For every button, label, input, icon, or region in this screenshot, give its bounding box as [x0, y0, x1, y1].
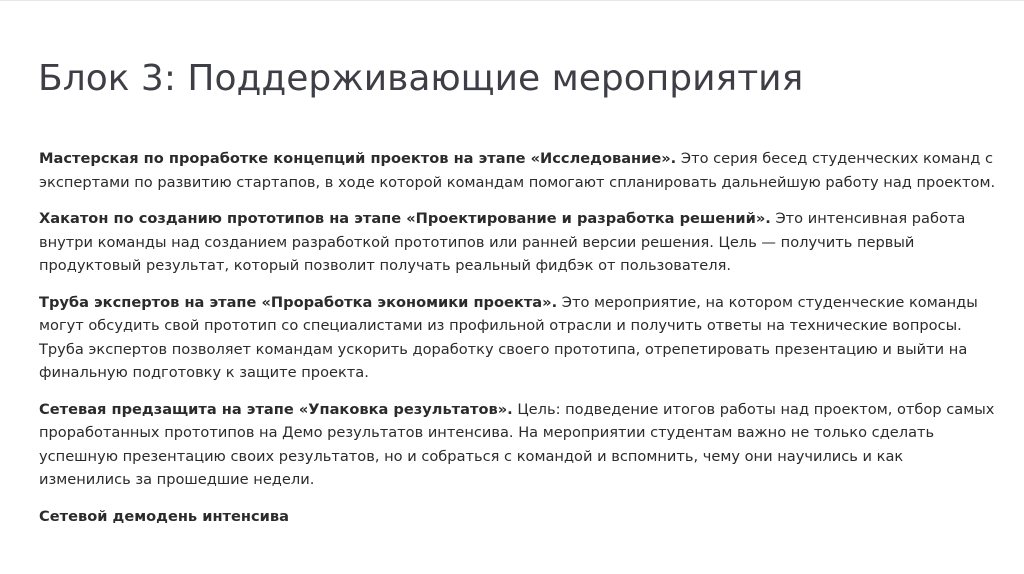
slide-body [39, 147, 999, 541]
paragraph-heading: Труба экспертов на этапе «Проработка экономики проекта». [39, 293, 558, 311]
paragraph-text: Цель: подведение итогов работы над проектом, отбор самых проработанных прототипов на Демо результатов интенсива. На мероприятии студентам важно не только сделать успешную презентацию своих результатов, но и собраться с командой и вспомнить, чему они научились и как изменились за прошедшие недели. [39, 400, 995, 488]
paragraph-demoday [39, 505, 999, 529]
paragraph-text: Это серия бесед студенческих команд с экспертами по развитию стартапов, в ходе которой командам помогают спланировать дальнейшую работу над проектом. [39, 150, 996, 191]
paragraph-heading: Мастерская по проработке концепций проектов на этапе «Исследование». [39, 150, 677, 167]
paragraph-heading: Сетевая предзащита на этапе «Упаковка результатов». [39, 400, 513, 418]
slide-title: Блок 3: Поддерживающие мероприятия [38, 58, 804, 99]
paragraph-workshop [39, 147, 999, 194]
paragraph-hackathon [39, 207, 999, 278]
paragraph-text: Это интенсивная работа внутри команды над созданием разработкой прототипов или ранней версии решения. Цель — получить первый продуктовый результат, который позволит получать реальный фидбэк от пользователя. [39, 210, 966, 274]
paragraph-heading: Хакатон по созданию прототипов на этапе «Проектирование и разработка решений». [39, 210, 771, 227]
paragraph-text: Это мероприятие, на котором студенческие команды могут обсудить свой прототип со специалистами из профильной отрасли и получить ответы на технические вопросы. Труба экспертов позволяет командам ускорить доработку своего прототипа, отрепетировать презентацию и выйти на финальную подготовку к защите проекта. [39, 293, 978, 381]
paragraph-predefense [39, 398, 999, 492]
paragraph-experts [39, 291, 999, 385]
paragraph-heading: Сетевой демодень интенсива [39, 507, 289, 525]
